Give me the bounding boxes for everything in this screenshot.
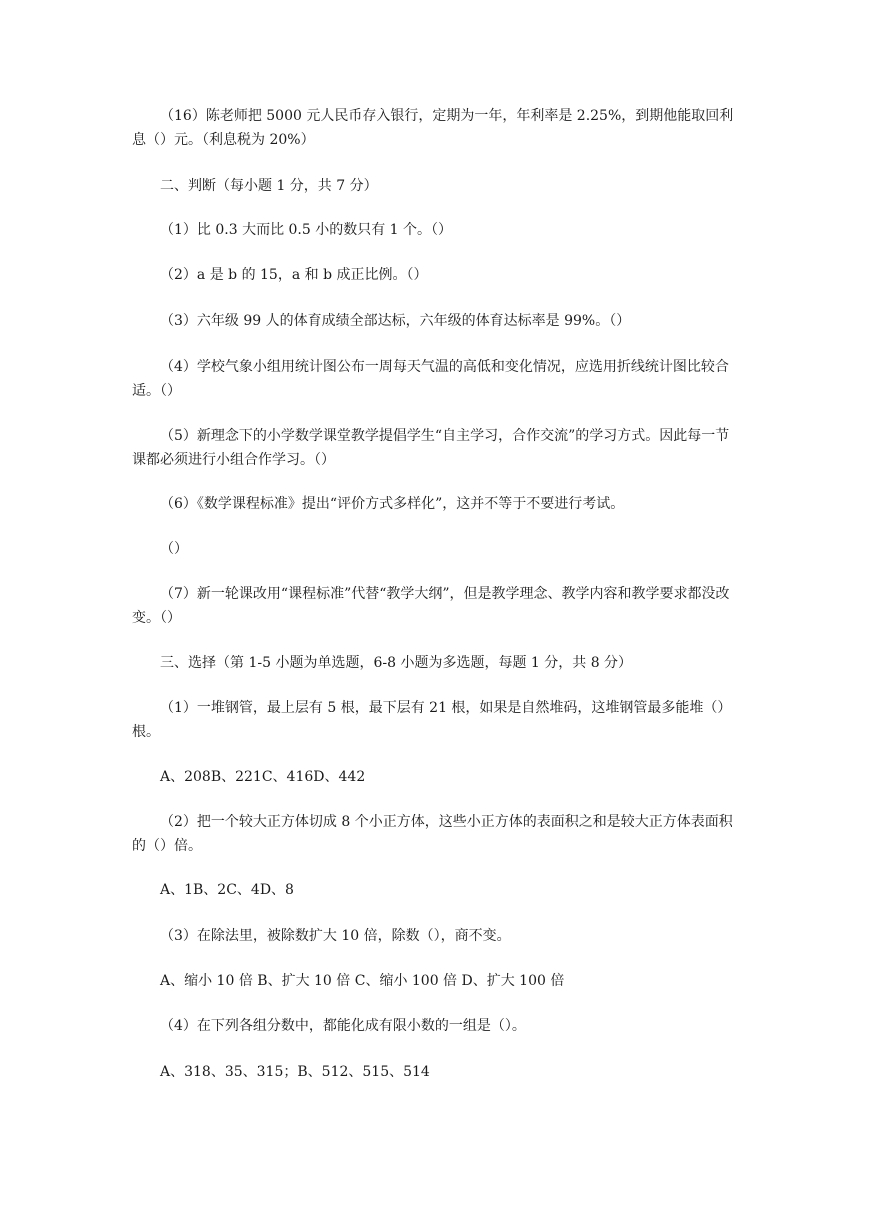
judgement-7: （7）新一轮课改用“课程标准”代替“教学大纲”，但是教学理念、教学内容和教学要求都没改变。（） — [132, 586, 730, 626]
judgement-1: （1）比 0.3 大而比 0.5 小的数只有 1 个。（） — [160, 222, 453, 238]
choice-3-options: A、缩小 10 倍 B、扩大 10 倍 C、缩小 100 倍 D、扩大 100 倍 — [160, 973, 565, 989]
question-16: （16）陈老师把 5000 元人民币存入银行，定期为一年，年利率是 2.25%，到期他能取回利息（）元。（利息税为 20%） — [132, 108, 734, 148]
choice-1-options: A、208B、221C、416D、442 — [160, 769, 366, 785]
choice-3: （3）在除法里，被除数扩大 10 倍，除数（），商不变。 — [160, 928, 511, 944]
judgement-2: （2）a 是 b 的 15，a 和 b 成正比例。（） — [160, 267, 428, 283]
judgement-6-blank: （） — [160, 541, 188, 557]
judgement-3: （3）六年级 99 人的体育成绩全部达标，六年级的体育达标率是 99%。（） — [160, 313, 631, 329]
choice-4-options: A、318、35、315；B、512、515、514 — [160, 1064, 430, 1080]
section-judgement-heading: 二、判断（每小题 1 分，共 7 分） — [160, 178, 378, 194]
choice-2-options: A、1B、2C、4D、8 — [160, 882, 294, 898]
choice-1: （1）一堆钢管，最上层有 5 根，最下层有 21 根，如果是自然堆码，这堆钢管最多能堆（）根。 — [132, 700, 732, 740]
section-choice-heading: 三、选择（第 1-5 小题为单选题，6-8 小题为多选题，每题 1 分，共 8 分） — [160, 655, 633, 671]
judgement-5: （5）新理念下的小学数学课堂教学提倡学生“自主学习，合作交流”的学习方式。因此每一节课都必须进行小组合作学习。（） — [132, 428, 730, 468]
judgement-4: （4）学校气象小组用统计图公布一周每天气温的高低和变化情况，应选用折线统计图比较合适。（） — [132, 359, 729, 399]
choice-2: （2）把一个较大正方体切成 8 个小正方体，这些小正方体的表面积之和是较大正方体表面积的（）倍。 — [132, 814, 733, 854]
judgement-6: （6）《数学课程标准》提出“评价方式多样化”，这并不等于不要进行考试。 — [160, 496, 625, 512]
choice-4: （4）在下列各组分数中，都能化成有限小数的一组是（）。 — [160, 1018, 526, 1034]
